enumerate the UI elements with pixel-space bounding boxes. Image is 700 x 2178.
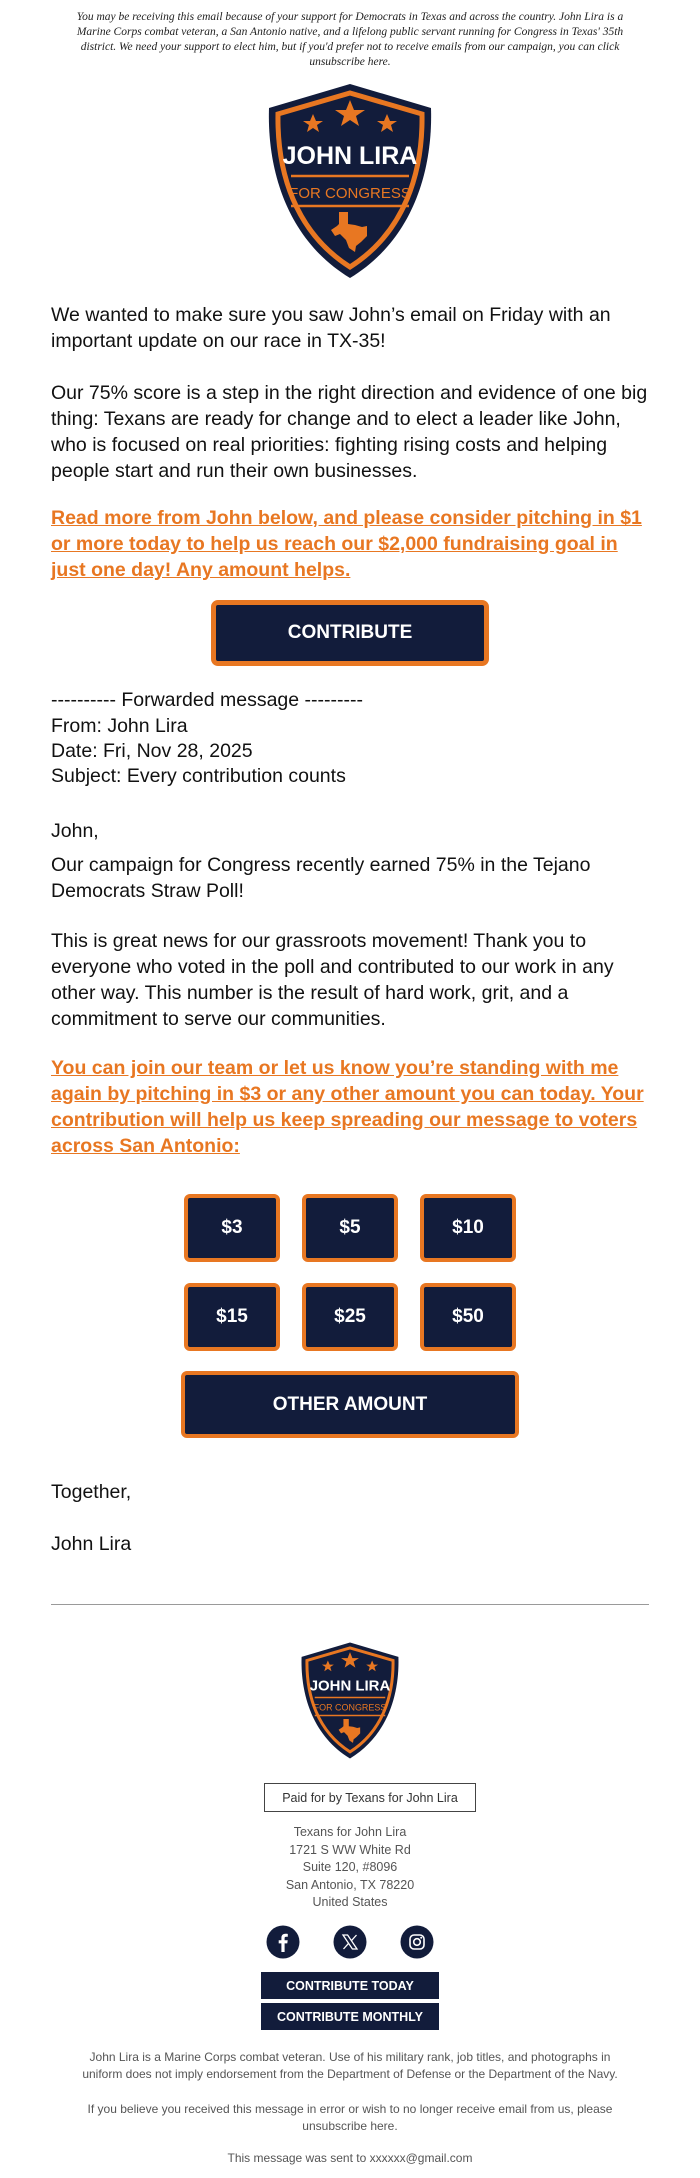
footer-campaign-logo <box>298 1640 402 1761</box>
other-amount-button[interactable]: OTHER AMOUNT <box>181 1371 519 1438</box>
contribute-today-button[interactable]: CONTRIBUTE TODAY <box>261 1972 439 1999</box>
sent-to-email: xxxxxx@gmail.com <box>369 2151 473 2165</box>
instagram-icon[interactable] <box>400 1925 434 1959</box>
forwarded-from: From: John Lira <box>51 715 188 737</box>
logo-name: JOHN LIRA <box>282 142 418 170</box>
letter-cta-link[interactable]: You can join our team or let us know you’re standing with me again by pitching in $3 or any other amount you can today. Your contribution will help us keep spreading our message to voters across San Antonio: <box>51 1057 644 1157</box>
amount-button-5[interactable]: $5 <box>302 1194 398 1262</box>
logo-tagline: FOR CONGRESS <box>289 185 411 202</box>
x-twitter-icon[interactable] <box>333 1925 367 1959</box>
footer-divider <box>51 1604 649 1605</box>
letter-closing: Together, <box>51 1481 132 1503</box>
address-line: Texans for John Lira <box>293 1825 407 1839</box>
forwarded-subject: Subject: Every contribution counts <box>51 765 346 787</box>
mailing-address <box>200 1824 500 1912</box>
letter-paragraph-1: Our campaign for Congress recently earned 75% in the Tejano Democrats Straw Poll! <box>51 854 591 902</box>
unsubscribe-notice[interactable]: If you believe you received this message in error or wish to no longer receive email from us, please unsubscribe here. <box>87 2102 613 2133</box>
address-line: Suite 120, #8096 <box>302 1860 398 1874</box>
intro-cta-link[interactable]: Read more from John below, and please consider pitching in $1 or more today to help us reach our $2,000 fundraising goal in just one day! Any amount helps. <box>51 507 642 581</box>
letter-signature: John Lira <box>51 1533 132 1555</box>
sent-to-prefix: This message was sent to <box>227 2151 367 2165</box>
preheader-text: You may be receiving this email because of your support for Democrats in Texas and across the country. John Lira is a Marine Corps combat veteran, a San Antonio native, and a lifelong public servant running for Congress in Texas' 35th district. We need your support to elect him, but if you'd prefer not to receive emails from our campaign, you can click unsubscribe here. <box>76 11 624 68</box>
amount-button-25[interactable]: $25 <box>302 1283 398 1351</box>
letter-paragraph-2: This is great news for our grassroots movement! Thank you to everyone who voted in the poll and contributed to our work in any other way. This number is the result of hard work, grit, and a commitment to serve our communities. <box>51 930 614 1030</box>
footer-logo-tagline: FOR CONGRESS <box>313 1702 387 1713</box>
intro-paragraph-1: We wanted to make sure you saw John’s email on Friday with an important update on our race in TX-35! <box>51 304 611 352</box>
letter-greeting: John, <box>51 820 99 842</box>
campaign-logo <box>263 80 437 282</box>
address-line: 1721 S WW White Rd <box>289 1842 411 1857</box>
facebook-icon[interactable] <box>266 1925 300 1959</box>
military-disclaimer: John Lira is a Marine Corps combat veteran. Use of his military rank, job titles, and photographs in uniform does not imply endorsement from the Department of Defense or the Department of the Navy. <box>82 2050 618 2081</box>
amount-button-3[interactable]: $3 <box>184 1194 280 1262</box>
amount-button-50[interactable]: $50 <box>420 1283 516 1351</box>
forwarded-date: Date: Fri, Nov 28, 2025 <box>51 740 253 762</box>
forwarded-header: ---------- Forwarded message --------- <box>51 689 363 711</box>
intro-paragraph-2: Our 75% score is a step in the right direction and evidence of one big thing: Texans are ready for change and to elect a leader like John, who is focused on real priorities: fighting rising costs and helping people start and run their own businesses. <box>51 382 648 482</box>
footer-logo-name: JOHN LIRA <box>309 1677 391 1695</box>
amount-button-10[interactable]: $10 <box>420 1194 516 1262</box>
sent-to-line <box>75 2150 625 2167</box>
address-line: United States <box>312 1895 388 1909</box>
contribute-button[interactable]: CONTRIBUTE <box>211 600 489 666</box>
contribute-monthly-button[interactable]: CONTRIBUTE MONTHLY <box>261 2003 439 2030</box>
amount-button-15[interactable]: $15 <box>184 1283 280 1351</box>
address-line: San Antonio, TX 78220 <box>285 1877 415 1892</box>
paid-for-disclaimer: Paid for by Texans for John Lira <box>264 1783 476 1812</box>
